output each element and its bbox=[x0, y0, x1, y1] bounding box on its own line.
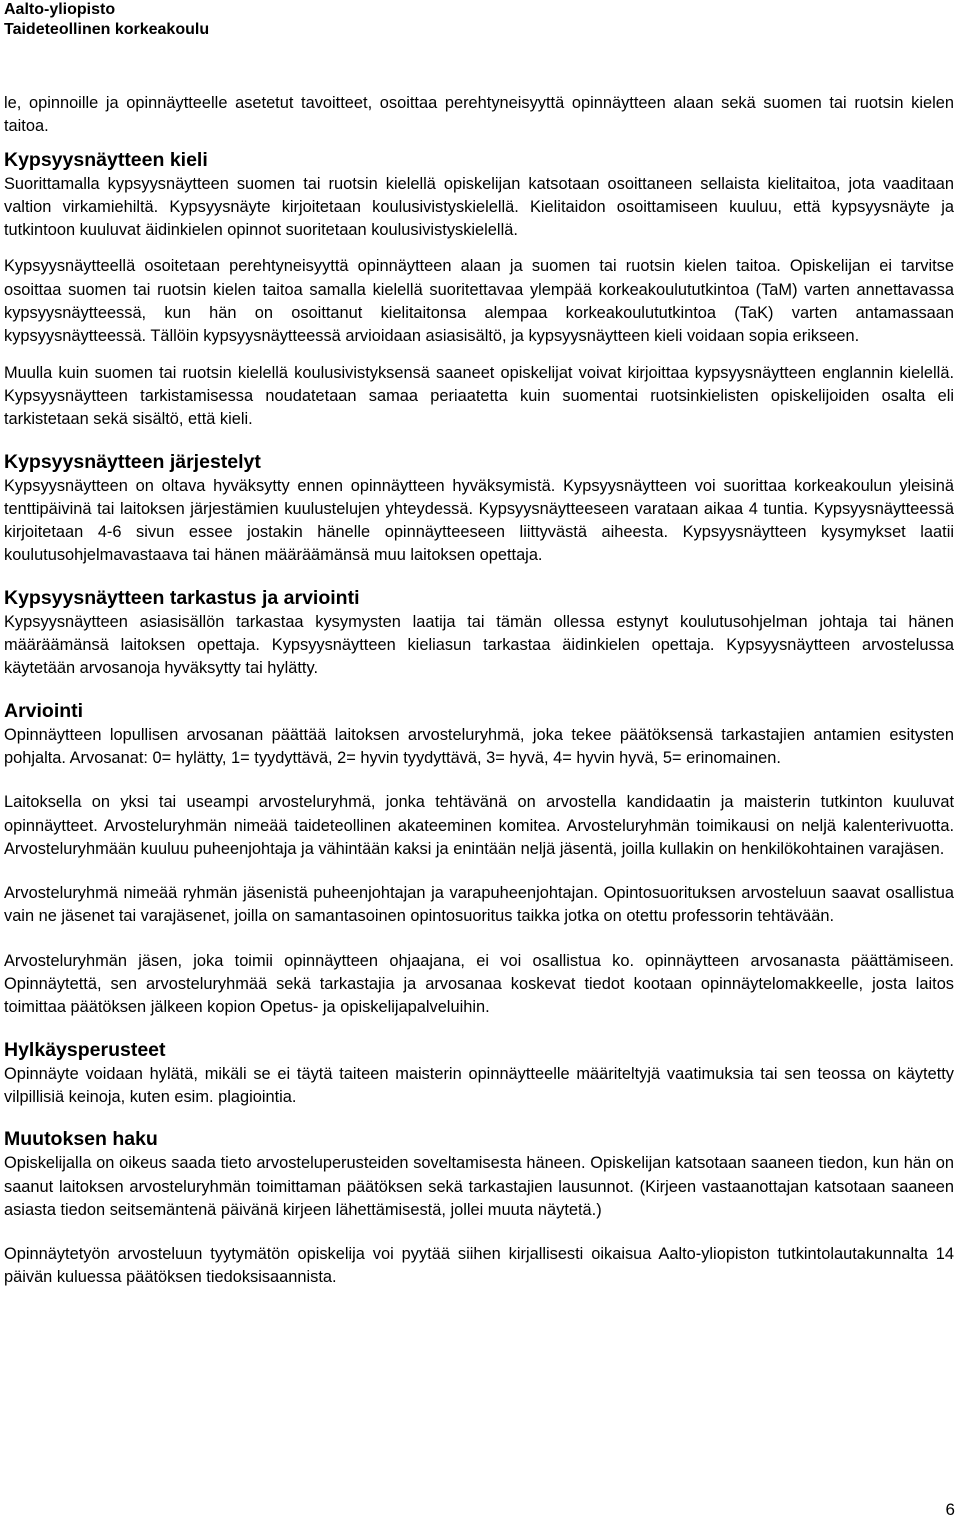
section-heading-arrangements: Kypsyysnäytteen järjestelyt bbox=[4, 450, 261, 473]
section-heading-evaluation: Arviointi bbox=[4, 699, 84, 722]
document-header bbox=[4, 0, 209, 40]
section-paragraph: Suorittamalla kypsyysnäytteen suomen tai ruotsin kielellä opiskelijan katsotaan osoittaneen sellaista kielitaitoa, jota vaaditaan valtion virkamiehiltä. Kypsyysnäyte kirjoitetaan koulusivistyskielellä. Kielitaidon osoittamiseen kuuluu, että kypsyysnäyte ja tutkintoon kuuluvat äidinkielen opinnot suoritetaan koulusivistyskielellä. bbox=[4, 174, 954, 240]
intro-paragraph: le, opinnoille ja opinnäytteelle asetetut tavoitteet, osoittaa perehtyneisyyttä opinnäytteen alaan sekä suomen tai ruotsin kielen taitoa. bbox=[4, 94, 954, 136]
section-paragraph: Kypsyysnäytteellä osoitetaan perehtyneisyyttä opinnäytteen alaan ja suomen tai ruotsin kielen taitoa. Opiskelijan ei tarvitse osoittaa suomen tai ruotsin kielen taitoa samalla kielellä suoritettavaa ylempää korkeakoulututkintoa (TaM) varten annettavassa kypsyysnäytteessä, kun hän on osoittanut kielitaitonsa alempaa korkeakoulututkintoa (TaK) varten antamassaan kypsyysnäytteessä. Tällöin kypsyysnäytteessä arvioidaan asiasisältö, ja kypsyysnäytteen kieli voidaan sopia erikseen. bbox=[4, 257, 954, 346]
section-heading-rejection: Hylkäysperusteet bbox=[4, 1038, 166, 1061]
section-heading-appeal: Muutoksen haku bbox=[4, 1128, 158, 1151]
school-name: Taideteollinen korkeakoulu bbox=[4, 21, 210, 38]
section-paragraph: Kypsyysnäytteen asiasisällön tarkastaa kysymysten laatija tai tämän ollessa estynyt koulutusohjelman johtaja tai hänen määräämänsä laitoksen opettaja. Kypsyysnäytteen kieliasun tarkastaa äidinkielen opettaja. Kypsyysnäytteen arvostelussa käytetään arvosanoja hyväksytty tai hylätty. bbox=[4, 612, 954, 678]
section-paragraph: Laitoksella on yksi tai useampi arvosteluryhmä, jonka tehtävänä on arvostella kandidaatin ja maisterin tutkinton kuuluvat opinnäytteet. Arvosteluryhmän nimeää taideteollinen akateeminen komitea. Arvosteluryhmän toimikausi on neljä kalenterivuotta. Arvosteluryhmään kuuluu puheenjohtaja ja vähintään kaksi ja enintään neljä jäsentä, joilla kullakin on henkilökohtainen varajäsen. bbox=[4, 793, 954, 858]
section-heading-language: Kypsyysnäytteen kieli bbox=[4, 148, 208, 171]
section-paragraph: Opinnäyte voidaan hylätä, mikäli se ei täytä taiteen maisterin opinnäytteelle määriteltyjä vaatimuksia tai sen teossa on käytetty vilpillisiä keinoja, kuten esim. plagiointia. bbox=[4, 1064, 954, 1106]
university-name: Aalto-yliopisto bbox=[4, 1, 116, 18]
section-paragraph: Arvosteluryhmän jäsen, joka toimii opinnäytteen ohjaajana, ei voi osallistua ko. opinnäytteen arvosanasta päättämiseen. Opinnäytettä, sen arvosteluryhmää sekä tarkastajia ja arvosanaa koskevat tiedot kootaan opinnäytelomakkeelle, josta laitos toimittaa päätöksen jälkeen kopion Opetus- ja opiskelijapalveluihin. bbox=[4, 951, 954, 1017]
section-paragraph: Opiskelijalla on oikeus saada tieto arvosteluperusteiden soveltamisesta häneen. Opiskelijan katsotaan saaneen tiedon, kun hän on saanut laitoksen arvosteluryhmän toimittaman päätöksen sekä tarkastajien lausunnot. (Kirjeen vastaanottajan katsotaan saaneen asiasta tiedon seitsemäntenä päivänä kirjeen lähettämisestä, jollei muuta näytetä.) bbox=[4, 1154, 954, 1219]
page-number: 6 bbox=[945, 1500, 955, 1519]
section-paragraph: Opinnäytetyön arvosteluun tyytymätön opiskelija voi pyytää siihen kirjallisesti oikaisua Aalto-yliopiston tutkintolautakunnalta 14 päivän kuluessa päätöksen tiedoksisaannista. bbox=[4, 1245, 954, 1287]
section-paragraph: Kypsyysnäytteen on oltava hyväksytty ennen opinnäytteen hyväksymistä. Kypsyysnäytteen voi suorittaa korkeakoulun yleisinä tenttipäivinä tai laitoksen järjestämien kuulustelujen yhteydessä. Kypsyysnäytteeseen varataan aikaa 4 tuntia. Kypsyysnäytteessä kirjoitetaan 4-6 sivun essee jostakin hänelle opinnäytteeseen liittyvästä aiheesta. Kypsyysnäytteen kysymykset laatii koulutusohjelmavastaava tai hänen määräämänsä muu laitoksen opettaja. bbox=[4, 476, 954, 565]
document-body bbox=[4, 92, 954, 1290]
section-heading-inspection: Kypsyysnäytteen tarkastus ja arviointi bbox=[4, 586, 360, 609]
section-paragraph: Opinnäytteen lopullisen arvosanan päättää laitoksen arvosteluryhmä, joka tekee päätöksensä tarkastajien antamien esitysten pohjalta. Arvosanat: 0= hylätty, 1= tyydyttävä, 2= hyvin tyydyttävä, 3= hyvä, 4= hyvin hyvä, 5= erinomainen. bbox=[4, 725, 954, 767]
section-paragraph: Muulla kuin suomen tai ruotsin kielellä koulusivistyksensä saaneet opiskelijat voivat kirjoittaa kypsyysnäytteen englannin kielellä. Kypsyysnäytteen tarkistamisessa noudatetaan samaa periaatetta kuin suomentai ruotsinkielisten opiskelijoiden osalta eli tarkistetaan sekä sisältö, että kieli. bbox=[4, 363, 954, 429]
section-paragraph: Arvosteluryhmä nimeää ryhmän jäsenistä puheenjohtajan ja varapuheenjohtajan. Opintosuorituksen arvosteluun saavat osallistua vain ne jäsenet tai varajäsenet, joilla on samantasoinen opintosuoritus taikka jotka on otettu professorin tehtävään. bbox=[4, 884, 954, 926]
